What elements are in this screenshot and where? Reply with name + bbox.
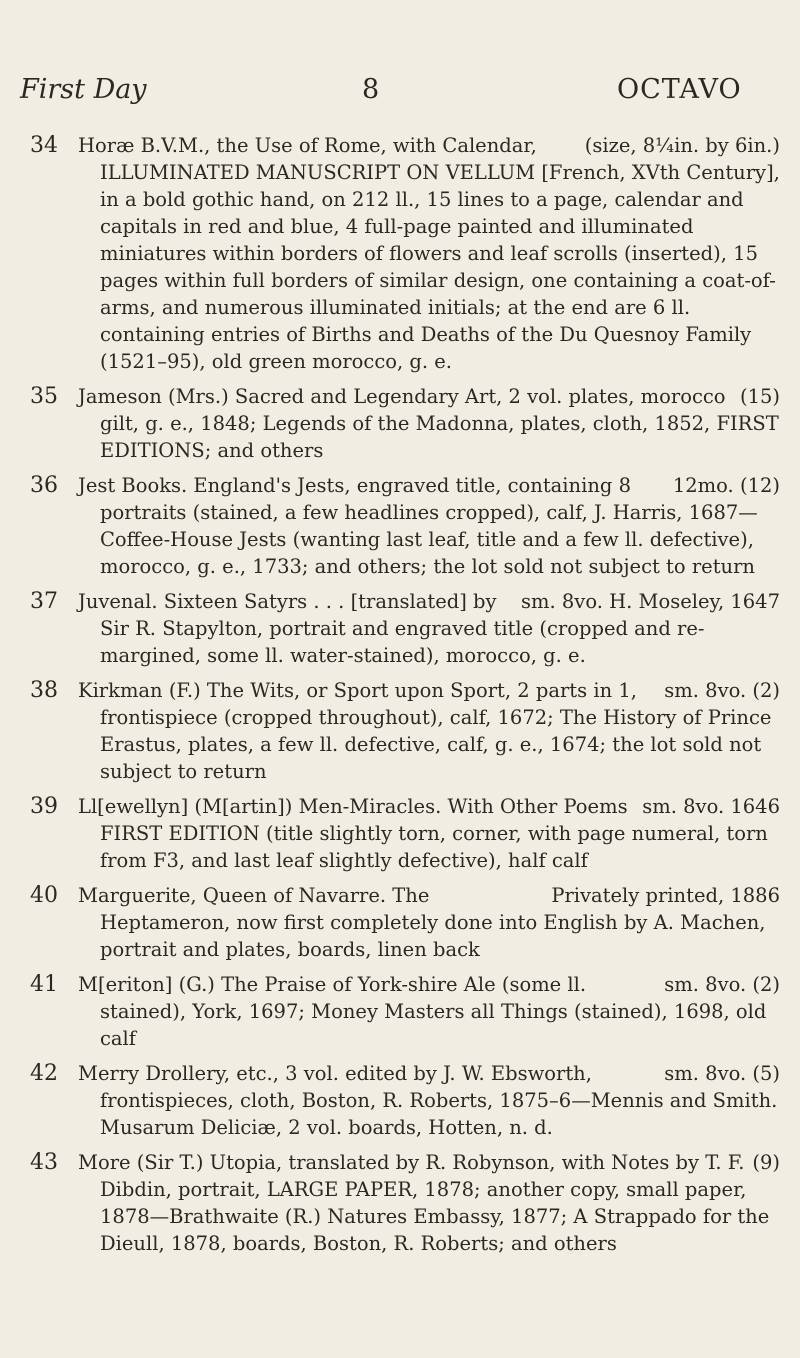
lot-number: 34 bbox=[30, 133, 58, 158]
lot-tail: sm. 8vo. H. Moseley, 1647 bbox=[521, 590, 780, 613]
lot-item bbox=[0, 472, 800, 580]
lot-item bbox=[0, 588, 800, 669]
lot-number: 38 bbox=[30, 678, 58, 703]
lot-description: Kirkman (F.) The Wits, or Sport upon Sport, 2 parts in 1, frontispiece (cropped throughout), calf, 1672; The History of Prince Erastus, plates, a few ll. defective, calf, g. e., 1674; the lot sold not subject to return bbox=[78, 679, 772, 783]
lot-tail: (size, 8¼in. by 6in.) bbox=[584, 134, 780, 157]
lot-description: Juvenal. Sixteen Satyrs . . . [translated] by Sir R. Stapylton, portrait and engraved title (cropped and re-margined, some ll. water-stained), morocco, g. e. bbox=[78, 590, 705, 667]
lot-description: Marguerite, Queen of Navarre. The Heptameron, now first completely done into English by A. Machen, portrait and plates, boards, linen back bbox=[78, 884, 766, 961]
lot-item bbox=[0, 971, 800, 1052]
lot-number: 40 bbox=[30, 883, 58, 908]
lot-number: 39 bbox=[30, 794, 58, 819]
lot-number: 41 bbox=[30, 972, 58, 997]
lot-item bbox=[0, 383, 800, 464]
lot-number: 43 bbox=[30, 1150, 58, 1175]
lot-description: Merry Drollery, etc., 3 vol. edited by J. W. Ebsworth, frontispieces, cloth, Boston, R. Roberts, 1875–6—Mennis and Smith. Musarum Deliciæ, 2 vol. boards, Hotten, n. d. bbox=[78, 1062, 778, 1139]
lot-number: 42 bbox=[30, 1061, 58, 1086]
lot-number: 37 bbox=[30, 589, 58, 614]
lot-tail: sm. 8vo. (2) bbox=[664, 679, 780, 702]
page-number: 8 bbox=[362, 74, 380, 105]
lot-tail: sm. 8vo. (2) bbox=[664, 973, 780, 996]
lot-item bbox=[0, 793, 800, 874]
lot-tail: Privately printed, 1886 bbox=[551, 884, 780, 907]
day-label: First Day bbox=[20, 74, 147, 105]
lot-description: Jameson (Mrs.) Sacred and Legendary Art, 2 vol. plates, morocco gilt, g. e., 1848; Legends of the Madonna, plates, cloth, 1852, FIRST EDITIONS; and others bbox=[78, 385, 779, 462]
lot-description: M[eriton] (G.) The Praise of York-shire Ale (some ll. stained), York, 1697; Money Masters all Things (stained), 1698, old calf bbox=[78, 973, 767, 1050]
lot-description: Jest Books. England's Jests, engraved title, containing 8 portraits (stained, a few headlines cropped), calf, J. Harris, 1687—Coffee-House Jests (wanting last leaf, title and a few ll. defective), morocco, g. e., 1733; and others; the lot sold not subject to return bbox=[78, 474, 758, 578]
lot-tail: 12mo. (12) bbox=[672, 474, 780, 497]
lot-item bbox=[0, 677, 800, 785]
lot-item bbox=[0, 1149, 800, 1257]
format-label: OCTAVO bbox=[617, 74, 742, 105]
lot-tail: sm. 8vo. 1646 bbox=[642, 795, 780, 818]
lot-description: Horæ B.V.M., the Use of Rome, with Calendar, ILLUMINATED MANUSCRIPT ON VELLUM [French, XVth Century], in a bold gothic hand, on 212 ll., 15 lines to a page, calendar and capitals in red and blue, 4 full-page painted and illuminated miniatures within borders of flowers and leaf scrolls (inserted), 15 pages within full borders of similar design, one containing a coat-of-arms, and numerous illuminated initials; at the end are 6 ll. containing entries of Births and Deaths of the Du Quesnoy Family (1521–95), old green morocco, g. e. bbox=[78, 134, 780, 373]
lot-item bbox=[0, 882, 800, 963]
lot-number: 35 bbox=[30, 384, 58, 409]
lot-tail: (9) bbox=[752, 1151, 780, 1174]
lot-tail: (15) bbox=[739, 385, 780, 408]
lot-number: 36 bbox=[30, 473, 58, 498]
lot-item bbox=[0, 1060, 800, 1141]
lot-item bbox=[0, 132, 800, 375]
lot-description: More (Sir T.) Utopia, translated by R. Robynson, with Notes by T. F. Dibdin, portrait, LARGE PAPER, 1878; another copy, small paper, 1878—Brathwaite (R.) Natures Embassy, 1877; A Strappado for the Dieull, 1878, boards, Boston, R. Roberts; and others bbox=[78, 1151, 770, 1255]
lot-list bbox=[0, 132, 800, 1265]
lot-tail: sm. 8vo. (5) bbox=[664, 1062, 780, 1085]
lot-description: Ll[ewellyn] (M[artin]) Men-Miracles. With Other Poems FIRST EDITION (title slightly torn, corner, with page numeral, torn from F3, and last leaf slightly defective), half calf bbox=[78, 795, 768, 872]
page-header bbox=[0, 70, 800, 110]
